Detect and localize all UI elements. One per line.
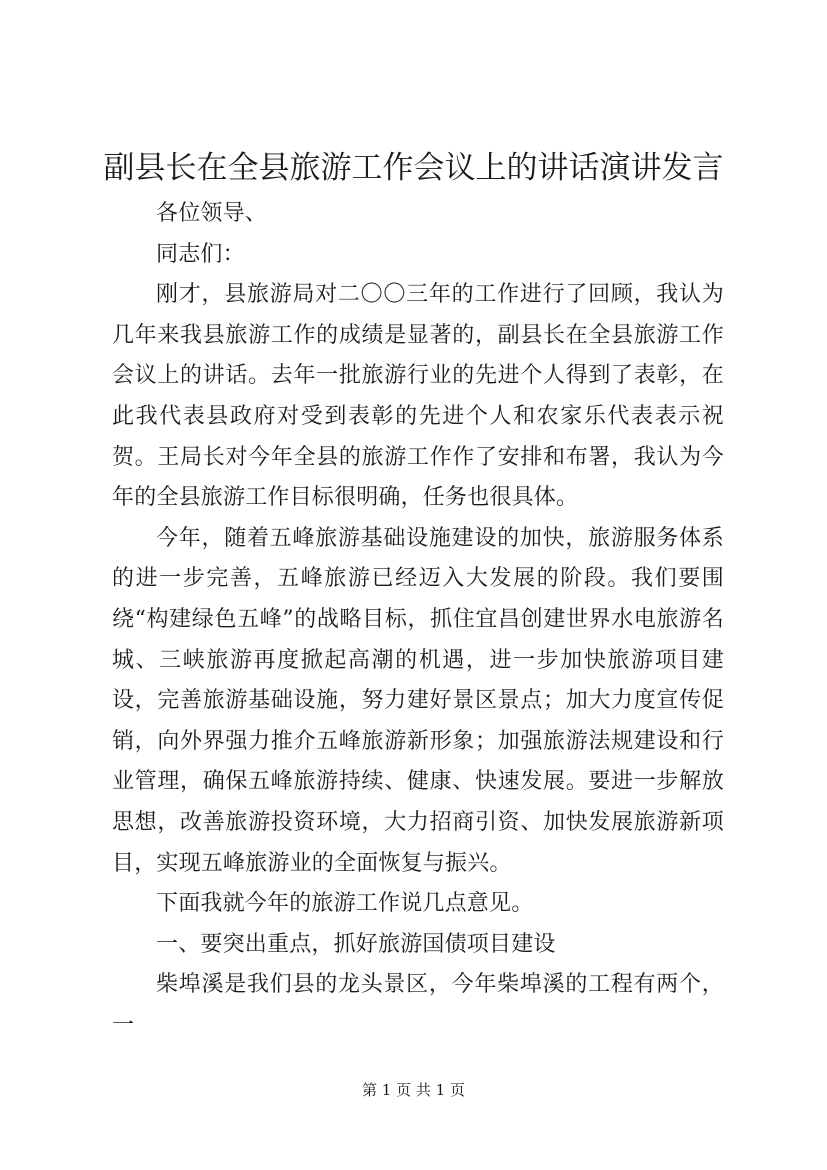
paragraph-opinions-intro: 下面我就今年的旅游工作说几点意见。 xyxy=(156,891,534,917)
paragraph-development: 今年，随着五峰旅游基础设施建设的加快，旅游服务体系的进一步完善，五峰旅游已经迈入大发展的阶段。我们要围绕“构建绿色五峰”的战略目标，抓住宜昌创建世界水电旅游名城、三峡旅游再度掀起高潮的机遇，进一步加快旅游项目建设，完善旅游基础设施，努力建好景区景点；加大力度宣传促销，向外界强力推介五峰旅游新形象；加强旅游法规建设和行业管理，确保五峰旅游持续、健康、快速发展。要进一步解放思想，改善旅游投资环境，大力招商引资、加快发展旅游新项目，实现五峰旅游业的全面恢复与振兴。 xyxy=(112,525,724,876)
paragraph-review: 刚才，县旅游局对二〇〇三年的工作进行了回顾，我认为几年来我县旅游工作的成绩是显著的，副县长在全县旅游工作会议上的讲话。去年一批旅游行业的先进个人得到了表彰，在此我代表县政府对受到表彰的先进个人和农家乐代表表示祝贺。王局长对今年全县的旅游工作作了安排和布署，我认为今年的全县旅游工作目标很明确，任务也很具体。 xyxy=(112,282,724,511)
page-footer: 第 1 页 共 1 页 xyxy=(362,1081,465,1099)
paragraph-chaibuxi: 柴埠溪是我们县的龙头景区，今年柴埠溪的工程有两个，一 xyxy=(112,972,724,1038)
section-heading-1: 一、要突出重点，抓好旅游国债项目建设 xyxy=(156,931,556,957)
document-title: 副县长在全县旅游工作会议上的讲话演讲发言 xyxy=(103,150,724,186)
salutation-comrades: 同志们： xyxy=(156,241,245,267)
document-body xyxy=(112,194,724,1046)
salutation-leaders: 各位领导、 xyxy=(156,201,268,226)
